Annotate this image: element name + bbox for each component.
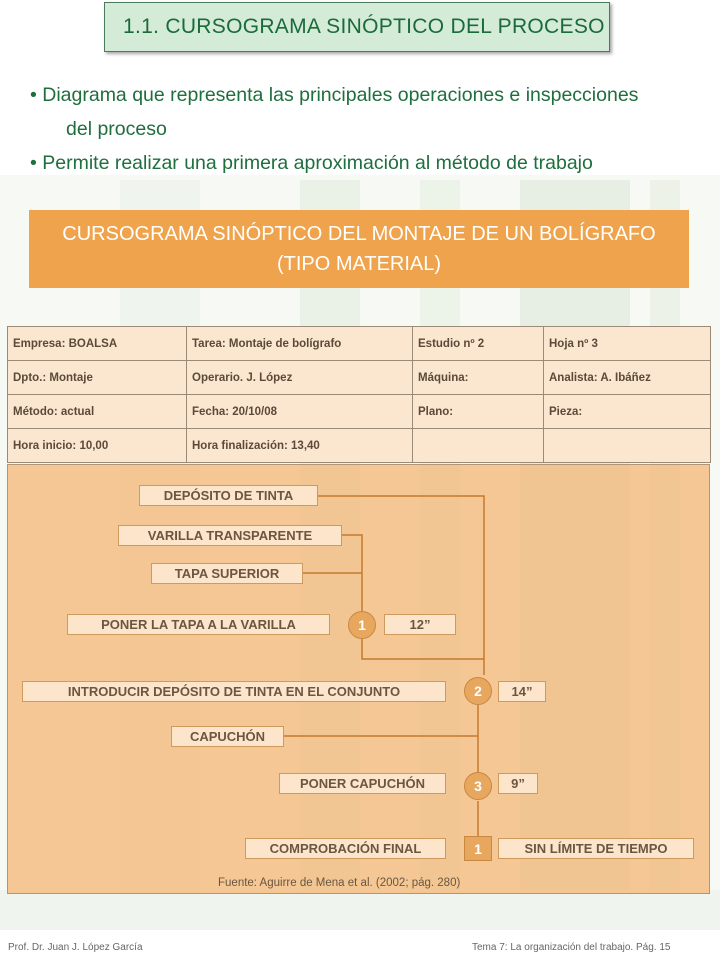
table-cell: Tarea: Montaje de bolígrafo [187, 327, 413, 361]
step-3-time: 9” [498, 773, 538, 794]
table-cell: Dpto.: Montaje [8, 361, 187, 395]
step-2-label: INTRODUCIR DEPÓSITO DE TINTA EN EL CONJUNTO [22, 681, 446, 702]
step-1-label: PONER LA TAPA A LA VARILLA [67, 614, 330, 635]
table-cell: Analista: A. Ibáñez [544, 361, 711, 395]
operation-circle-1: 1 [348, 611, 376, 639]
table-cell: Plano: [413, 395, 544, 429]
table-cell: Operario. J. López [187, 361, 413, 395]
inspection-time: SIN LÍMITE DE TIEMPO [498, 838, 694, 859]
table-row [8, 361, 711, 395]
bullet-list [30, 78, 710, 180]
material-varilla-label: VARILLA TRANSPARENTE [118, 525, 342, 546]
diagram-banner [29, 210, 689, 288]
table-cell: Hora inicio: 10,00 [8, 429, 187, 463]
bullet-item-2: • Permite realizar una primera aproximación al método de trabajo [30, 152, 593, 174]
inspection-square-1: 1 [464, 836, 492, 861]
table-cell: Hora finalización: 13,40 [187, 429, 413, 463]
step-3-label: PONER CAPUCHÓN [279, 773, 446, 794]
table-cell: Estudio nº 2 [413, 327, 544, 361]
bullet-item-1-line-2: del proceso [66, 118, 167, 140]
table-cell: Hoja nº 3 [544, 327, 711, 361]
table-cell: Pieza: [544, 395, 711, 429]
process-chart [7, 464, 710, 894]
table-cell: Empresa: BOALSA [8, 327, 187, 361]
operation-circle-3: 3 [464, 772, 492, 800]
table-row [8, 429, 711, 463]
source-citation: Fuente: Aguirre de Mena et al. (2002; pág. 280) [218, 877, 461, 889]
flow-line-op1-out [362, 639, 484, 659]
table-cell: Método: actual [8, 395, 187, 429]
page-title-text: 1.1. CURSOGRAMA SINÓPTICO DEL PROCESO [123, 15, 605, 38]
table-cell [413, 429, 544, 463]
footer-author: Prof. Dr. Juan J. López García [8, 942, 143, 953]
bullet-item-1-line-1: • Diagrama que representa las principales operaciones e inspecciones [30, 84, 639, 106]
step-2-time: 14” [498, 681, 546, 702]
flow-lines [8, 465, 711, 895]
inspection-label: COMPROBACIÓN FINAL [245, 838, 446, 859]
flow-line-deposito [318, 496, 484, 675]
material-capuchon-label: CAPUCHÓN [171, 726, 284, 747]
banner-line-1: CURSOGRAMA SINÓPTICO DEL MONTAJE DE UN BOLÍGRAFO [62, 223, 656, 245]
step-1-time: 12” [384, 614, 456, 635]
table-cell: Máquina: [413, 361, 544, 395]
material-deposito-label: DEPÓSITO DE TINTA [139, 485, 318, 506]
operation-circle-2: 2 [464, 677, 492, 705]
study-info-table [7, 326, 711, 463]
table-row [8, 395, 711, 429]
table-cell: Fecha: 20/10/08 [187, 395, 413, 429]
material-tapa-label: TAPA SUPERIOR [151, 563, 303, 584]
table-row [8, 327, 711, 361]
page-title [104, 2, 610, 52]
table-cell [544, 429, 711, 463]
banner-line-2: (TIPO MATERIAL) [276, 253, 442, 275]
footer-page-info: Tema 7: La organización del trabajo. Pág. 15 [472, 942, 671, 953]
